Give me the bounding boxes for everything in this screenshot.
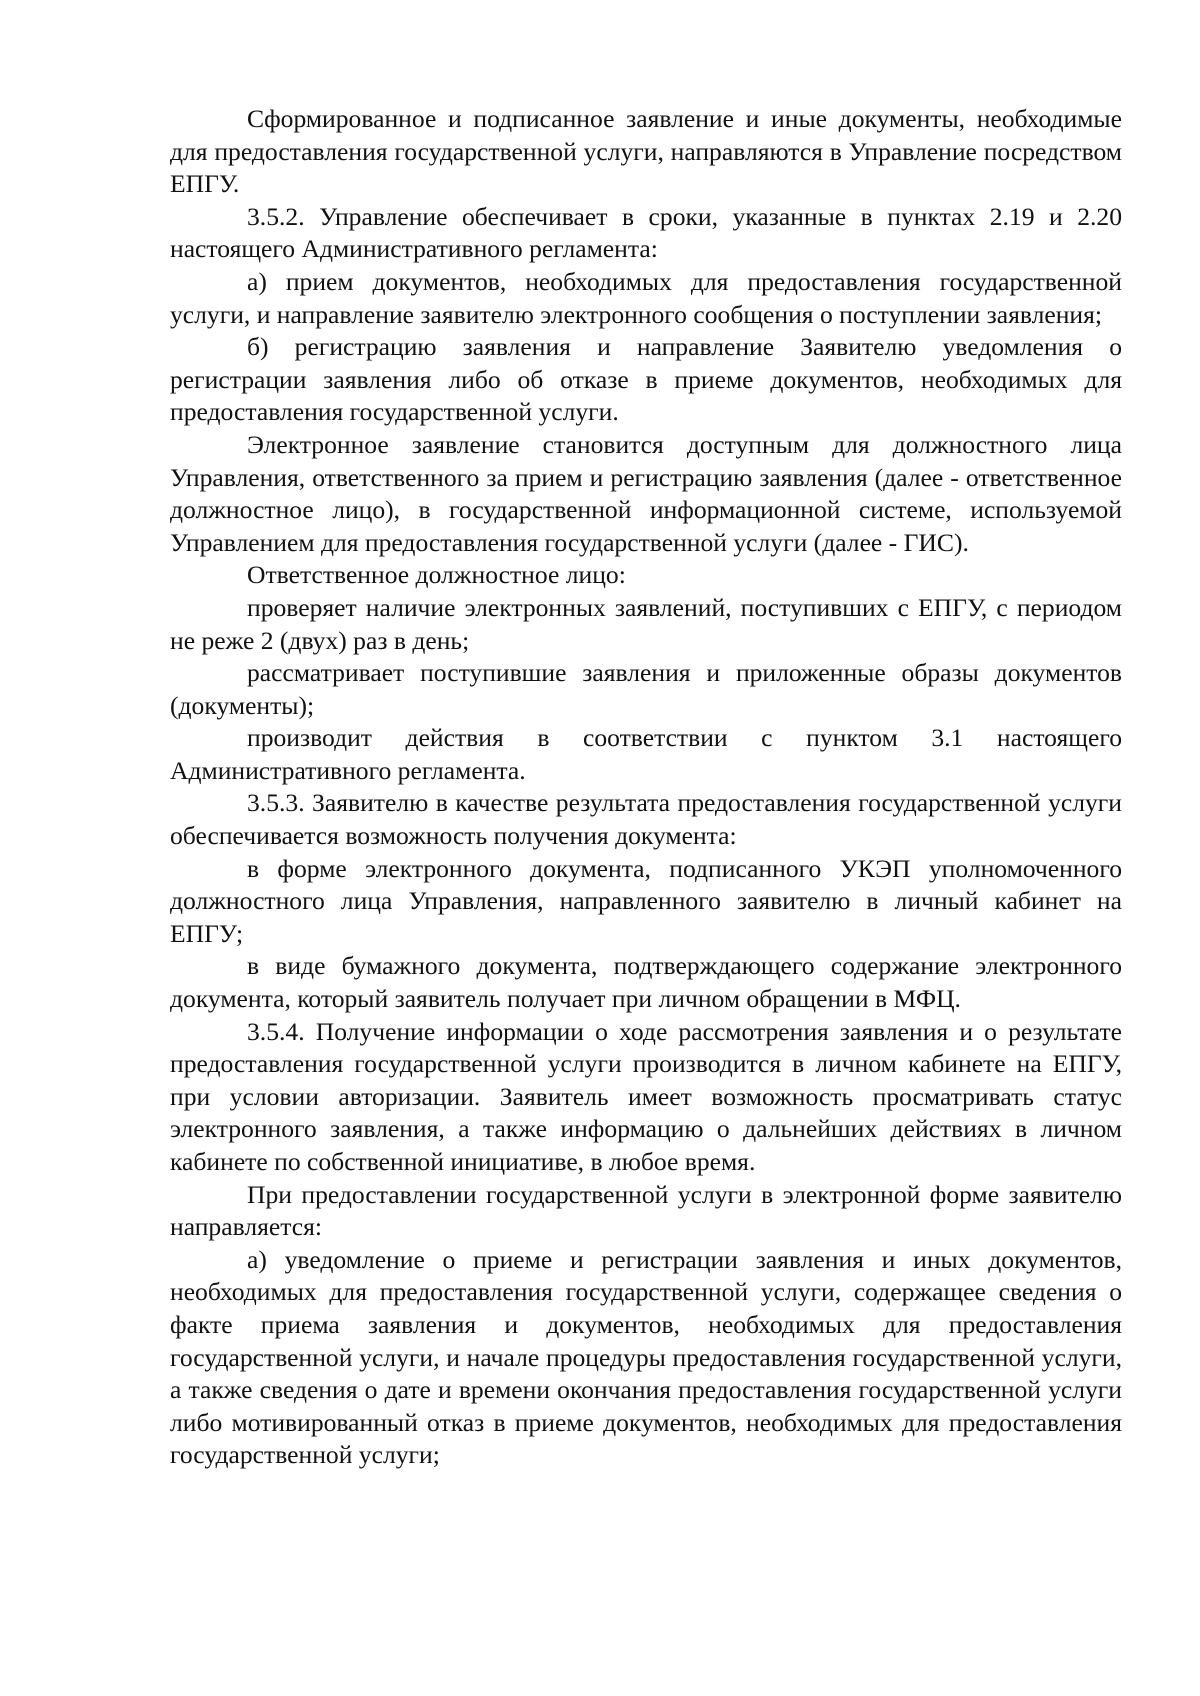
paragraph: Электронное заявление становится доступным для должностного лица Управления, ответственного за прием и регистрацию заявления (далее - ответственное должностное лицо), в государственной информационной системе, используемой Управлением для предоставления государственной услуги (далее - ГИС). [170,429,1122,557]
paragraph: а) уведомление о приеме и регистрации заявления и иных документов, необходимых для предоставления государственной услуги, содержащее сведения о факте приема заявления и документов, необходимых для предоставления государственной услуги, и начале процедуры предоставления государственной услуги, а также сведения о дате и времени окончания предоставления государственной услуги либо мотивированный отказ в приеме документов, необходимых для предоставления государственной услуги; [170,1244,1122,1470]
paragraph: 3.5.3. Заявителю в качестве результата предоставления государственной услуги обеспечивается возможность получения документа: [170,788,1122,851]
paragraph: рассматривает поступившие заявления и приложенные образы документов (документы); [170,658,1122,720]
paragraph: а) прием документов, необходимых для предоставления государственной услуги, и направление заявителю электронного сообщения о поступлении заявления; [170,266,1122,329]
paragraph: При предоставлении государственной услуги в электронной форме заявителю направляется: [170,1179,1122,1242]
paragraph: в форме электронного документа, подписанного УКЭП уполномоченного должностного лица Управления, направленного заявителю в личный кабинет на ЕПГУ; [170,853,1122,948]
paragraph: в виде бумажного документа, подтверждающего содержание электронного документа, который заявитель получает при личном обращении в МФЦ. [170,951,1122,1014]
paragraph: 3.5.4. Получение информации о ходе рассмотрения заявления и о результате предоставления государственной услуги производится в личном кабинете на ЕПГУ, при условии авторизации. Заявитель имеет возможность просматривать статус электронного заявления, а также информацию о дальнейших действиях в личном кабинете по собственной инициативе, в любое время. [170,1016,1122,1176]
paragraph: б) регистрацию заявления и направление Заявителю уведомления о регистрации заявления либо об отказе в приеме документов, необходимых для предоставления государственной услуги. [170,332,1122,427]
paragraph: производит действия в соответствии с пунктом 3.1 настоящего Административного регламента. [170,723,1122,785]
paragraph: Ответственное должностное лицо: [247,560,626,590]
paragraph: Сформированное и подписанное заявление и иные документы, необходимые для предоставления государственной услуги, направляются в Управление посредством ЕПГУ. [170,104,1122,199]
paragraph: проверяет наличие электронных заявлений, поступивших с ЕПГУ, с периодом не реже 2 (двух) раз в день; [170,592,1122,655]
document-body [170,103,1122,1472]
paragraph: 3.5.2. Управление обеспечивает в сроки, указанные в пунктах 2.19 и 2.20 настоящего Административного регламента: [170,201,1122,264]
